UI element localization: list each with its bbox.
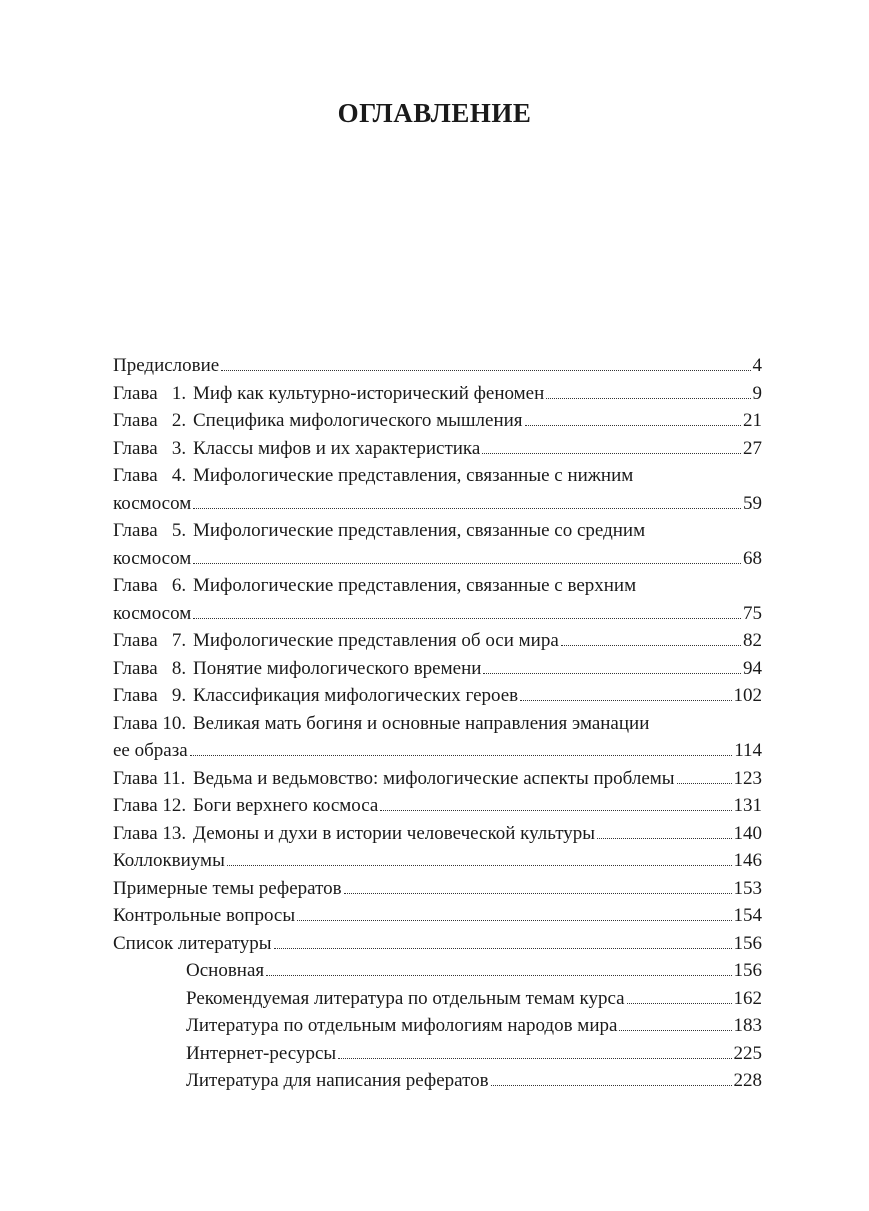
chapter-number: Глава 5. [113,520,187,541]
chapter-number: Глава 13. [113,822,187,844]
dot-leader [619,1030,731,1031]
toc-line [113,352,762,380]
page-number: 102 [733,685,762,706]
toc-entry-title: Примерные темы рефератов [113,877,342,899]
toc-line [113,957,762,985]
chapter-number: Глава 10. [113,712,187,734]
chapter-number: Глава 9. [113,685,187,706]
toc-entry [113,765,762,793]
page-number: 162 [733,987,762,1009]
toc-entry-title: Мифологические представления, связанные с нижним [193,465,634,486]
page-number: 154 [733,905,762,926]
page-number: 123 [733,767,762,789]
page-number: 228 [733,1070,762,1091]
toc-entry-title: Понятие мифологического времени [193,657,482,679]
toc-line [113,380,762,408]
page-number: 146 [733,850,762,871]
chapter-number: Глава 6. [113,575,187,596]
toc-entry-title: Боги верхнего космоса [193,795,379,816]
toc-entry-title: Демоны и духи в истории человеческой культуры [193,822,596,844]
toc-entry [113,435,762,463]
dot-leader [380,810,731,811]
dot-leader [297,920,731,921]
page-number: 183 [733,1015,762,1036]
dot-leader [193,618,741,619]
toc-subentry [113,1067,762,1095]
toc-line [113,985,762,1013]
dot-leader [677,783,732,784]
page-number: 153 [733,877,762,899]
toc-line [113,792,762,820]
page-number: 75 [743,602,762,624]
toc-entry-title: Литература для написания рефератов [186,1070,489,1091]
dot-leader [193,563,741,564]
toc-entry [113,710,762,765]
toc-entry [113,792,762,820]
dot-leader [597,838,731,839]
chapter-number: Глава 2. [113,410,187,431]
toc-entry-title: Мифологические представления, связанные со средним [193,520,646,541]
dot-leader [482,453,741,454]
toc-entry-title: Коллоквиумы [113,850,225,871]
toc-entry-title: Интернет-ресурсы [186,1042,337,1064]
toc-entry [113,380,762,408]
dot-leader [227,865,732,866]
dot-leader [266,975,731,976]
toc-entry-title: Классификация мифологических героев [193,685,519,706]
dot-leader [221,370,750,371]
toc-entry-title: космосом [113,547,192,569]
toc-line [113,902,762,930]
toc-line [113,1067,762,1095]
dot-leader [344,893,732,894]
toc-line [113,490,762,518]
toc-line [113,407,762,435]
toc-entry-title: космосом [113,492,192,514]
toc-entry-title: космосом [113,602,192,624]
page-number: 82 [743,630,762,651]
toc-line [113,627,762,655]
toc-entry [113,572,762,627]
chapter-number: Глава 12. [113,795,187,816]
page-number: 225 [733,1042,762,1064]
toc-line [113,517,762,545]
chapter-number: Глава 7. [113,630,187,651]
toc-entry-title: Мифологические представления, связанные с верхним [193,575,637,596]
toc-entry [113,682,762,710]
chapter-number: Глава 1. [113,382,187,404]
toc-entry-title: Контрольные вопросы [113,905,296,926]
toc-line [113,1012,762,1040]
toc-entry-title: Рекомендуемая литература по отдельным темам курса [186,987,625,1009]
toc-line [113,765,762,793]
toc-entry [113,902,762,930]
dot-leader [193,508,741,509]
toc-line [113,710,762,738]
toc-subentry [113,1040,762,1068]
page-number: 9 [752,382,762,404]
dot-leader [546,398,750,399]
page-number: 156 [733,960,762,981]
dot-leader [274,948,732,949]
toc-line [113,572,762,600]
dot-leader [483,673,741,674]
page-number: 140 [733,822,762,844]
chapter-number: Глава 8. [113,657,187,679]
toc-entry-title: Классы мифов и их характеристика [193,437,481,459]
page-number: 21 [743,410,762,431]
dot-leader [338,1058,731,1059]
toc-entry [113,820,762,848]
dot-leader [525,425,741,426]
dot-leader [491,1085,732,1086]
toc-entry-title: Литература по отдельным мифологиям народов мира [186,1015,618,1036]
toc-subentry [113,985,762,1013]
toc-line [113,875,762,903]
dot-leader [561,645,741,646]
chapter-number: Глава 4. [113,465,187,486]
toc-entry [113,655,762,683]
toc-line [113,682,762,710]
toc-line [113,600,762,628]
page-number: 114 [734,740,762,761]
toc-line [113,462,762,490]
chapter-number: Глава 11. [113,767,186,789]
toc-line [113,545,762,573]
toc-line [113,1040,762,1068]
toc-entry-title: Предисловие [113,355,220,376]
page-number: 68 [743,547,762,569]
toc-entry-title: Специфика мифологического мышления [193,410,523,431]
toc-entry-title: Основная [186,960,265,981]
dot-leader [190,755,733,756]
toc-line [113,435,762,463]
toc-entry-title: Великая мать богиня и основные направления эманации [193,712,650,734]
page-number: 4 [752,355,762,376]
dot-leader [520,700,731,701]
page-number: 59 [743,492,762,514]
toc-line [113,930,762,958]
toc-entry [113,875,762,903]
toc-entry [113,352,762,380]
toc-entry [113,847,762,875]
dot-leader [627,1003,732,1004]
page-title: ОГЛАВЛЕНИЕ [337,98,532,128]
toc-subentry [113,1012,762,1040]
toc-line [113,820,762,848]
page-number: 94 [743,657,762,679]
table-of-contents [113,352,762,1095]
toc-entry [113,462,762,517]
page-number: 156 [733,932,762,954]
toc-subentry [113,957,762,985]
toc-entry [113,930,762,958]
toc-line [113,847,762,875]
toc-line [113,737,762,765]
toc-entry-title: Мифологические представления об оси мира [193,630,559,651]
toc-entry [113,517,762,572]
toc-entry-title: Ведьма и ведьмовство: мифологические аспекты проблемы [193,767,675,789]
toc-entry-title: ее образа [113,740,188,761]
toc-entry-title: Миф как культурно-исторический феномен [193,382,545,404]
toc-line [113,655,762,683]
chapter-number: Глава 3. [113,437,187,459]
toc-entry [113,627,762,655]
toc-entry [113,407,762,435]
page-number: 27 [743,437,762,459]
toc-entry-title: Список литературы [113,932,272,954]
page-number: 131 [733,795,762,816]
